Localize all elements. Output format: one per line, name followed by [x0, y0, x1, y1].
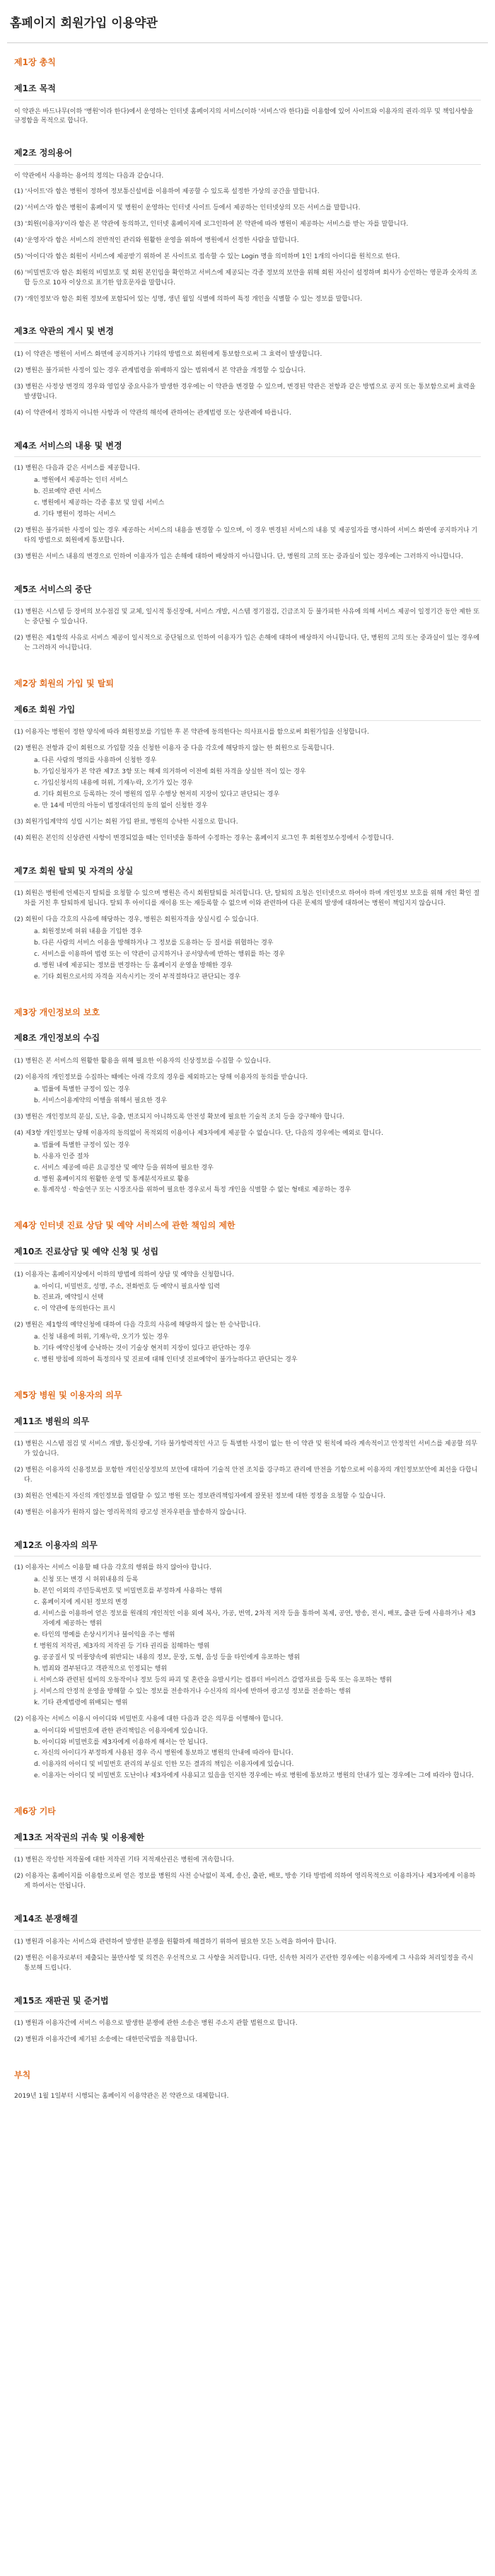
sub-clause-list — [24, 928, 481, 983]
article-title: 제4조 서비스의 내용 및 변경 — [14, 439, 481, 458]
chapter-list — [7, 43, 488, 2084]
sub-clause-item: d. 병원 홈페이지의 원활한 운영 및 통계분석자료로 활용 — [34, 1175, 190, 1183]
clause-list — [14, 2019, 481, 2045]
chapter-title: 제5장 병원 및 이용자의 의무 — [14, 1390, 122, 1401]
sub-clause-item: e. 만 14세 미만의 아동이 법정대리인의 동의 없이 신청한 경우 — [34, 802, 208, 809]
article — [7, 1415, 488, 1529]
article-title: 제13조 저작권의 귀속 및 이용제한 — [14, 1831, 481, 1849]
sub-clause-item: c. 이 약관에 동의한다는 표시 — [34, 1305, 115, 1313]
clause-item — [14, 1129, 481, 1196]
sub-clause-item: d. 기타 병원이 정하는 서비스 — [34, 511, 116, 519]
sub-clause-item: c. 병원에서 제공하는 각종 홍보 및 알림 서비스 — [34, 499, 165, 507]
clause-text: (7) '개인정보'라 함은 회원 정보에 포함되어 있는 성명, 생년 월일 식별에 의하여 특정 개인을 식별할 수 있는 정보를 말합니다. — [14, 295, 363, 303]
clause-item — [14, 464, 481, 520]
clause-item — [14, 383, 481, 403]
clause-text: (2) 회원이 다음 각호의 사유에 해당하는 경우, 병원은 회원자격을 상실시킬 수 있습니다. — [14, 916, 259, 924]
chapter-section — [7, 993, 488, 1207]
article — [7, 325, 488, 429]
clause-text: (4) 회원은 본인의 신상관련 사항이 변경되었을 때는 인터넷을 통하여 수정하는 경우는 홈페이지 로그인 후 회원정보수정에서 수정합니다. — [14, 834, 394, 842]
clause-item — [14, 608, 481, 628]
clause-text: (2) 병원은 이용자로부터 제출되는 불만사항 및 의견은 우선적으로 그 사항을 처리합니다. 다만, 신속한 처리가 곤란한 경우에는 이용자에게 그 사유와 처리일정을 즉시 통보해 드립니다. — [14, 1954, 474, 1972]
sub-clause-item: d. 서비스를 이용하여 얻은 정보를 원래의 개인적인 이용 외에 복사, 가공, 번역, 2차적 저작 등을 통하여 복제, 공연, 방송, 전시, 배포, 출판 등에 사용하거나 제3자에게 제공하는 행위 — [34, 1610, 476, 1628]
clause-item — [14, 1113, 481, 1123]
clause-item — [14, 1715, 481, 1782]
sub-clause-item: b. 본인 이외의 주민등록번호 및 비밀번호를 부정하게 사용하는 행위 — [34, 1588, 223, 1595]
article-body — [14, 1931, 481, 1985]
article-title: 제11조 병원의 의무 — [14, 1415, 481, 1433]
clause-item — [14, 187, 481, 197]
article-title: 제8조 개인정보의 수집 — [14, 1032, 481, 1050]
clause-text: (1) 병원은 작성한 저작물에 대한 저작권 기타 지적재산권은 병원에 귀속합니다. — [14, 1856, 234, 1864]
sub-clause-list — [24, 1141, 481, 1196]
article-title: 제3조 약관의 게시 및 변경 — [14, 325, 481, 343]
article-body — [14, 1433, 481, 1529]
sub-clause-item: b. 다른 사람의 서비스 이용을 방해하거나 그 정보를 도용하는 등 질서를 위협하는 경우 — [34, 940, 274, 947]
clause-list — [14, 1938, 481, 1974]
clause-item — [14, 744, 481, 812]
article — [7, 1539, 488, 1792]
sub-clause-item: c. 병원 방침에 의하여 특정의사 및 진료에 대해 인터넷 진료예약이 불가능하다고 판단되는 경우 — [34, 1356, 298, 1364]
sub-clause-item: b. 가입신청자가 본 약관 제7조 3항 또는 해제 의거하여 이전에 회원 자격을 상실한 적이 있는 경우 — [34, 768, 306, 776]
clause-item — [14, 1271, 481, 1315]
article-body — [14, 882, 481, 993]
article-body — [14, 343, 481, 429]
article — [7, 1032, 488, 1206]
article — [7, 1245, 488, 1376]
article-body — [14, 1849, 481, 1902]
sub-clause-item: d. 기타 회원으로 등록하는 것이 병원의 업무 수행상 현저히 지장이 있다고 판단되는 경우 — [34, 791, 280, 799]
clause-item — [14, 1938, 481, 1948]
clause-item — [14, 1321, 481, 1365]
chapter-section — [7, 43, 488, 664]
clause-text: (3) 병원은 사정상 변경의 경우와 영업상 중요사유가 발생한 경우에는 이 약관을 변경할 수 있으며, 변경된 약관은 전항과 같은 방법으로 공지 또는 통보함으로써 효력을 발생합니다. — [14, 383, 476, 400]
sub-clause-item: a. 아이디, 비밀번호, 성명, 주소, 전화번호 등 예약시 필요사항 입력 — [34, 1283, 220, 1290]
article-title: 제10조 진료상담 및 예약 신청 및 성립 — [14, 1245, 481, 1264]
sub-clause-item: a. 회원정보에 허위 내용을 기입한 경우 — [34, 928, 143, 936]
sub-clause-item: a. 신청 또는 변경 시 허위내용의 등록 — [34, 1576, 139, 1584]
sub-clause-item: f. 병원의 저작권, 제3자의 저작권 등 기타 권리를 침해하는 행위 — [34, 1643, 210, 1651]
clause-item — [14, 204, 481, 214]
article — [7, 1912, 488, 1984]
clause-item — [14, 236, 481, 246]
clause-text: (1) 회원은 병원에 언제든지 탈퇴를 요청할 수 있으며 병원은 즉시 회원탈퇴를 처리합니다. 단, 탈퇴의 요청은 인터넷으로 하여야 하며 개인정보 보호를 위해 개인 확인 절차를 거친 후 탈퇴하게 됩니다. 탈퇴 후 아이디를 재이용 또는 재등록할 수 없으며 이와 관련하여 다른 문제의 발생에 대하여는 병원이 책임지지 않습니다. — [14, 890, 480, 908]
clause-item — [14, 1508, 481, 1518]
clause-item — [14, 634, 481, 654]
article-body — [14, 721, 481, 854]
sub-clause-item: g. 공공질서 및 미풍양속에 위반되는 내용의 정보, 문장, 도형, 음성 등을 타인에게 유포하는 행위 — [34, 1653, 301, 1661]
clause-list — [14, 350, 481, 419]
article-title: 제6조 회원 가입 — [14, 703, 481, 722]
clause-list — [14, 1440, 481, 1518]
sub-clause-item: b. 사용자 인증 절차 — [34, 1153, 90, 1160]
chapter-title: 제3장 개인정보의 보호 — [14, 1007, 100, 1017]
page-title: 홈페이지 회원가입 이용약관 — [7, 0, 488, 43]
sub-clause-item: b. 서비스이용계약의 이행을 위해서 필요한 경우 — [34, 1097, 168, 1104]
clause-list — [14, 1271, 481, 1366]
chapter-title: 제1장 총칙 — [14, 57, 56, 68]
chapter-title: 제6장 기타 — [14, 1806, 56, 1817]
chapter-section — [7, 1792, 488, 2056]
sub-clause-item: c. 가입신청서의 내용에 허위, 기재누락, 오기가 있는 경우 — [34, 780, 193, 787]
sub-clause-list — [24, 1576, 481, 1708]
clause-text: (2) 이용자는 서비스 이용시 아이디와 비밀번호 사용에 대한 다음과 같은 의무를 이행해야 합니다. — [14, 1715, 284, 1723]
clause-text: (1) 이용자는 홈페이지상에서 이하의 방법에 의하여 상담 및 예약을 신청합니다. — [14, 1271, 234, 1278]
clause-item — [14, 350, 481, 360]
clause-text: (1) 이용자는 병원이 정한 양식에 따라 회원정보를 기입한 후 본 약관에 동의한다는 의사표시를 함으로써 회원가입을 신청합니다. — [14, 729, 369, 737]
article-title: 제2조 정의용어 — [14, 146, 481, 165]
sub-clause-item: a. 병원에서 제공하는 인터 서비스 — [34, 477, 128, 485]
clause-item — [14, 728, 481, 738]
clause-item — [14, 269, 481, 289]
clause-item — [14, 366, 481, 376]
clause-item — [14, 1440, 481, 1460]
sub-clause-item: e. 기타 회원으로서의 자격을 지속시키는 것이 부적절하다고 판단되는 경우 — [34, 973, 241, 981]
clause-item — [14, 220, 481, 230]
sub-clause-list — [24, 476, 481, 520]
clause-text: (3) 병원은 서비스 내용의 변경으로 인하여 이용자가 입은 손해에 대하여 배상하지 아니합니다. 단, 병원의 고의 또는 중과실이 있는 경우에는 그러하지 아니합니다. — [14, 553, 463, 560]
clause-text: (6) '비밀번호'라 함은 회원의 비밀보호 및 회원 본인임을 확인하고 서비스에 제공되는 각종 정보의 보안을 위해 회원 자신이 설정하며 회사가 승인하는 영문과 숫자의 조합 등으로 10자 이상으로 표기한 암호문자를 말합니다. — [14, 269, 477, 287]
clause-text: (2) 이용자는 홈페이지를 이용함으로써 얻은 정보를 병원의 사전 승낙없이 복제, 송신, 출판, 배포, 방송 기타 방법에 의하여 영리목적으로 이용하거나 제3자에게 이용하게 하여서는 안됩니다. — [14, 1873, 476, 1890]
article-body — [14, 2012, 481, 2056]
clause-item — [14, 295, 481, 305]
article — [7, 583, 488, 664]
clause-list — [14, 1856, 481, 1892]
article — [7, 82, 488, 137]
sub-clause-item: a. 다른 사람의 명의를 사용하여 신청한 경우 — [34, 757, 157, 765]
clause-list — [14, 608, 481, 654]
chapter-title: 제2장 회원의 가입 및 탈퇴 — [14, 678, 114, 689]
clause-text: (2) 병원은 불가피한 사정이 있는 경우 제공하는 서비스의 내용을 변경할 수 있으며, 이 경우 변경된 서비스의 내용 및 제공일자를 명시하여 서비스 화면에 공지하거나 기타의 방법으로 회원에게 통보합니다. — [14, 527, 478, 544]
article-title: 제15조 재판권 및 준거법 — [14, 1994, 481, 2013]
sub-clause-item: c. 서비스 제공에 따른 요금정산 및 예약 등을 위하여 필요한 경우 — [34, 1164, 214, 1172]
sub-clause-list — [24, 756, 481, 812]
article-body — [14, 1050, 481, 1206]
clause-item — [14, 1466, 481, 1486]
clause-item — [14, 553, 481, 562]
clause-text: (2) 병원은 제1항의 사유로 서비스 제공이 일시적으로 중단됨으로 인하여 이용자가 입은 손해에 대하여 배상하지 아니합니다. 단, 병원의 고의 또는 중과실이 있는 경우에는 그러하지 아니합니다. — [14, 635, 480, 652]
article-body — [14, 165, 481, 315]
clause-text: (4) '운영자'라 함은 서비스의 전반적인 관리와 원활한 운영을 위하여 병원에서 선정한 사람을 말합니다. — [14, 236, 299, 244]
closing-statement: 2019년 1월 1일부터 시행되는 홈페이지 이용약관은 본 약관으로 대체합니다. — [14, 2092, 229, 2100]
sub-clause-item: a. 법률에 특별한 규정이 있는 경우 — [34, 1085, 130, 1093]
sub-clause-item: a. 법률에 특별한 규정이 있는 경우 — [34, 1141, 130, 1149]
clause-text: (4) 이 약관에서 정하지 아니한 사항과 이 약관의 해석에 관하여는 관계법령 또는 상관례에 따릅니다. — [14, 409, 291, 417]
sub-clause-item: a. 아이디와 비밀번호에 관한 관리책임은 이용자에게 있습니다. — [34, 1727, 208, 1735]
article-body — [14, 100, 481, 137]
clause-text: (3) 회원은 언제든지 자신의 개인정보를 열람할 수 있고 병원 또는 정보관리책임자에게 잘못된 정보에 대한 정정을 요청할 수 있습니다. — [14, 1493, 386, 1500]
clause-item — [14, 409, 481, 419]
article — [7, 146, 488, 315]
clause-list — [14, 1057, 481, 1196]
article-title: 제1조 목적 — [14, 82, 481, 100]
clause-text: (2) 병원은 불가피한 사정이 있는 경우 관계법령을 위배하지 않는 범위에서 본 약관을 개정할 수 있습니다. — [14, 366, 306, 374]
clause-list — [14, 1564, 481, 1781]
clause-list — [14, 889, 481, 983]
sub-clause-list — [24, 1333, 481, 1365]
sub-clause-list — [24, 1727, 481, 1782]
article — [7, 1994, 488, 2056]
article — [7, 439, 488, 573]
clause-text: (2) 병원은 전항과 같이 회원으로 가입할 것을 신청한 이용자 중 다음 각호에 해당하지 않는 한 회원으로 등록합니다. — [14, 745, 334, 753]
clause-item — [14, 1872, 481, 1892]
clause-item — [14, 834, 481, 844]
clause-text: (3) 병원은 개인정보의 분실, 도난, 유출, 변조되지 아니하도록 안전성 확보에 필요한 기술적 조치 등을 강구해야 합니다. — [14, 1113, 345, 1121]
sub-clause-item: c. 서비스를 이용하여 법령 또는 이 약관이 금지하거나 공서양속에 반하는 행위를 하는 경우 — [34, 951, 286, 959]
sub-clause-item: j. 서비스의 안정적 운영을 방해할 수 있는 정보를 전송하거나 수신자의 의사에 반하여 광고성 정보를 전송하는 행위 — [34, 1687, 351, 1695]
article-paragraph: 이 약관은 바드나무(이하 '병원'이라 한다)에서 운영하는 인터넷 홈페이지의 서비스(이하 '서비스'라 한다)를 이용함에 있어 사이트와 이용자의 권리·의무 및 책임사항을 규정함을 목적으로 합니다. — [14, 108, 474, 125]
sub-clause-item: e. 타인의 명예를 손상시키거나 불이익을 주는 행위 — [34, 1631, 175, 1639]
clause-text: (1) '사이트'라 함은 병원이 정하여 정보통신설비를 이용하여 제공할 수 있도록 설정한 가상의 공간을 말합니다. — [14, 187, 320, 195]
clause-item — [14, 889, 481, 909]
sub-clause-list — [24, 1085, 481, 1107]
sub-clause-item: a. 신청 내용에 허위, 기재누락, 오기가 있는 경우 — [34, 1334, 169, 1341]
sub-clause-item: d. 병원 내에 제공되는 정보를 변경하는 등 홈페이지 운영을 방해한 경우 — [34, 962, 233, 969]
sub-clause-item: e. 이용자는 아이디 및 비밀번호 도난이나 제3자에게 사용되고 있음을 인지한 경우에는 바로 병원에 통보하고 병원의 안내가 있는 경우에는 그에 따라야 합니다. — [34, 1772, 474, 1780]
clause-item — [14, 1492, 481, 1502]
clause-text: (2) 병원과 이용자간에 제기된 소송에는 대한민국법을 적용합니다. — [14, 2036, 197, 2044]
sub-clause-item: e. 통계작성 · 학술연구 또는 시장조사를 위하여 필요한 경우로서 특정 개인을 식별할 수 없는 형태로 제공하는 경우 — [34, 1186, 351, 1194]
chapter-section — [7, 2056, 488, 2085]
clause-text: (1) 병원은 시스템 등 장비의 보수점검 및 교체, 일시적 통신장애, 서비스 개발, 시스템 정기점검, 긴급조치 등 불가피한 사유에 의해 서비스 제공이 일정기간 동안 제한 또는 중단될 수 있습니다. — [14, 608, 479, 626]
clause-text: (1) 병원은 시스템 점검 및 서비스 개발, 통신장애, 기타 불가항력적인 사고 등 특별한 사정이 없는 한 이 약관 및 원칙에 따라 계속적이고 안정적인 서비스를 제공할 의무가 있습니다. — [14, 1440, 478, 1458]
clause-item — [14, 253, 481, 262]
article-title: 제14조 분쟁해결 — [14, 1912, 481, 1931]
article-title: 제12조 이용자의 의무 — [14, 1539, 481, 1557]
clause-text: (1) 이 약관은 병원이 서비스 화면에 공지하거나 기타의 방법으로 회원에게 통보함으로써 그 효력이 발생합니다. — [14, 351, 322, 359]
clause-text: (4) 제3항 개인정보는 당해 이용자의 동의없이 목적외의 이용이나 제3자에게 제공할 수 없습니다. 단, 다음의 경우에는 예외로 합니다. — [14, 1129, 383, 1137]
clause-item — [14, 1057, 481, 1067]
chapter-title: 부칙 — [14, 2070, 31, 2081]
clause-text: (3) 회원가입계약의 성립 시기는 회원 가입 완료, 병원의 승낙한 시점으로 합니다. — [14, 818, 238, 826]
clause-text: (1) 병원은 본 서비스의 원활한 활용을 위해 필요한 이용자의 신상정보를 수집할 수 있습니다. — [14, 1058, 271, 1065]
article-body — [14, 1264, 481, 1377]
clause-text: (1) 병원과 이용자간에 서비스 이용으로 발생한 분쟁에 관한 소송은 병원 주소지 관할 법원으로 합니다. — [14, 2020, 298, 2028]
clause-item — [14, 1856, 481, 1866]
clause-item — [14, 526, 481, 546]
sub-clause-item: d. 이용자의 아이디 및 비밀번호 관리의 부실로 인한 모든 결과의 책임은 이용자에게 있습니다. — [34, 1761, 294, 1769]
clause-text: (3) '회원(이용자)'이라 함은 본 약관에 동의하고, 인터넷 홈페이지에 로그인하여 본 약관에 따라 병원이 제공하는 서비스를 받는 자를 말합니다. — [14, 220, 409, 228]
chapter-section — [7, 1376, 488, 1792]
sub-clause-item: b. 진료예약 관련 서비스 — [34, 488, 102, 496]
clause-text: (1) 병원은 다음과 같은 서비스를 제공합니다. — [14, 465, 140, 473]
sub-clause-item: i. 서비스와 관련된 설비의 오동작이나 정보 등의 파괴 및 혼란을 유발시키는 컴퓨터 바이러스 감염자료를 등록 또는 유포하는 행위 — [34, 1676, 392, 1684]
clause-item — [14, 1954, 481, 1974]
sub-clause-item: h. 범죄와 결부된다고 객관적으로 인정되는 행위 — [34, 1665, 168, 1673]
clause-list — [14, 728, 481, 843]
chapter-section — [7, 1206, 488, 1376]
sub-clause-item: c. 홈페이지에 게시된 정보의 변경 — [34, 1599, 128, 1607]
article-body — [14, 1556, 481, 1792]
sub-clause-item: b. 기타 예약신청에 승낙하는 것이 기술상 현저히 지장이 있다고 판단하는 경우 — [34, 1345, 251, 1353]
sub-clause-item: b. 진료과, 예약일시 선택 — [34, 1294, 104, 1302]
chapter-title: 제4장 인터넷 진료 상담 및 예약 서비스에 관한 책임의 제한 — [14, 1220, 235, 1231]
chapter-section — [7, 664, 488, 993]
clause-item — [14, 1564, 481, 1708]
sub-clause-item: k. 기타 관계법령에 위배되는 행위 — [34, 1699, 128, 1706]
clause-text: (1) 병원과 이용자는 서비스와 관련하여 발생한 분쟁을 원활하게 해결하기 위하여 필요한 모든 노력을 하여야 합니다. — [14, 1938, 337, 1946]
clause-text: (2) 병원은 이용자의 신용정보를 포함한 개인신상정보의 보안에 대하여 기술적 안전 조치를 강구하고 관리에 만전을 기함으로써 이용자의 개인정보보안에 최선을 다합니다. — [14, 1467, 478, 1484]
clause-text: (5) '아이디'라 함은 회원이 서비스에 제공받기 위하여 본 사이트로 접속할 수 있는 Login 명을 의미하며 1인 1개의 아이디를 원칙으로 한다. — [14, 253, 400, 260]
article — [7, 703, 488, 855]
clause-item — [14, 1073, 481, 1107]
clause-list — [14, 187, 481, 305]
article-title: 제7조 회원 탈퇴 및 자격의 상실 — [14, 865, 481, 883]
sub-clause-item: b. 아이디와 비밀번호를 제3자에게 이용하게 해서는 안 됩니다. — [34, 1738, 208, 1746]
article — [7, 1831, 488, 1902]
sub-clause-item: c. 자신의 아이디가 부정하게 사용된 경우 즉시 병원에 통보하고 병원의 안내에 따라야 합니다. — [34, 1750, 293, 1757]
clause-text: (2) '서비스'라 함은 병원이 홈페이지 및 병원이 운영하는 인터넷 사이트 등에서 제공하는 인터넷상의 모든 서비스를 말합니다. — [14, 204, 361, 212]
clause-item — [14, 818, 481, 828]
clause-list — [14, 464, 481, 562]
article-title: 제5조 서비스의 중단 — [14, 583, 481, 601]
sub-clause-list — [24, 1283, 481, 1315]
clause-item — [14, 2019, 481, 2029]
article — [7, 865, 488, 993]
clause-text: (4) 병원은 이용자가 원하지 않는 영리목적의 광고성 전자우편을 발송하지 않습니다. — [14, 1508, 247, 1516]
clause-text: (2) 병원은 제1항의 예약신청에 대하여 다음 각호의 사유에 해당하지 않는 한 승낙합니다. — [14, 1322, 261, 1329]
clause-text: (1) 이용자는 서비스 이용할 때 다음 각호의 행위를 하지 않아야 합니다. — [14, 1564, 211, 1572]
clause-item — [14, 916, 481, 983]
article-paragraph: 이 약관에서 사용하는 용어의 정의는 다음과 같습니다. — [14, 173, 164, 180]
clause-item — [14, 2035, 481, 2045]
article-body — [14, 457, 481, 573]
clause-text: (2) 이용자의 개인정보를 수집하는 때에는 아래 각호의 경우를 제외하고는 당해 이용자의 동의를 받습니다. — [14, 1074, 308, 1081]
article-body — [14, 601, 481, 664]
